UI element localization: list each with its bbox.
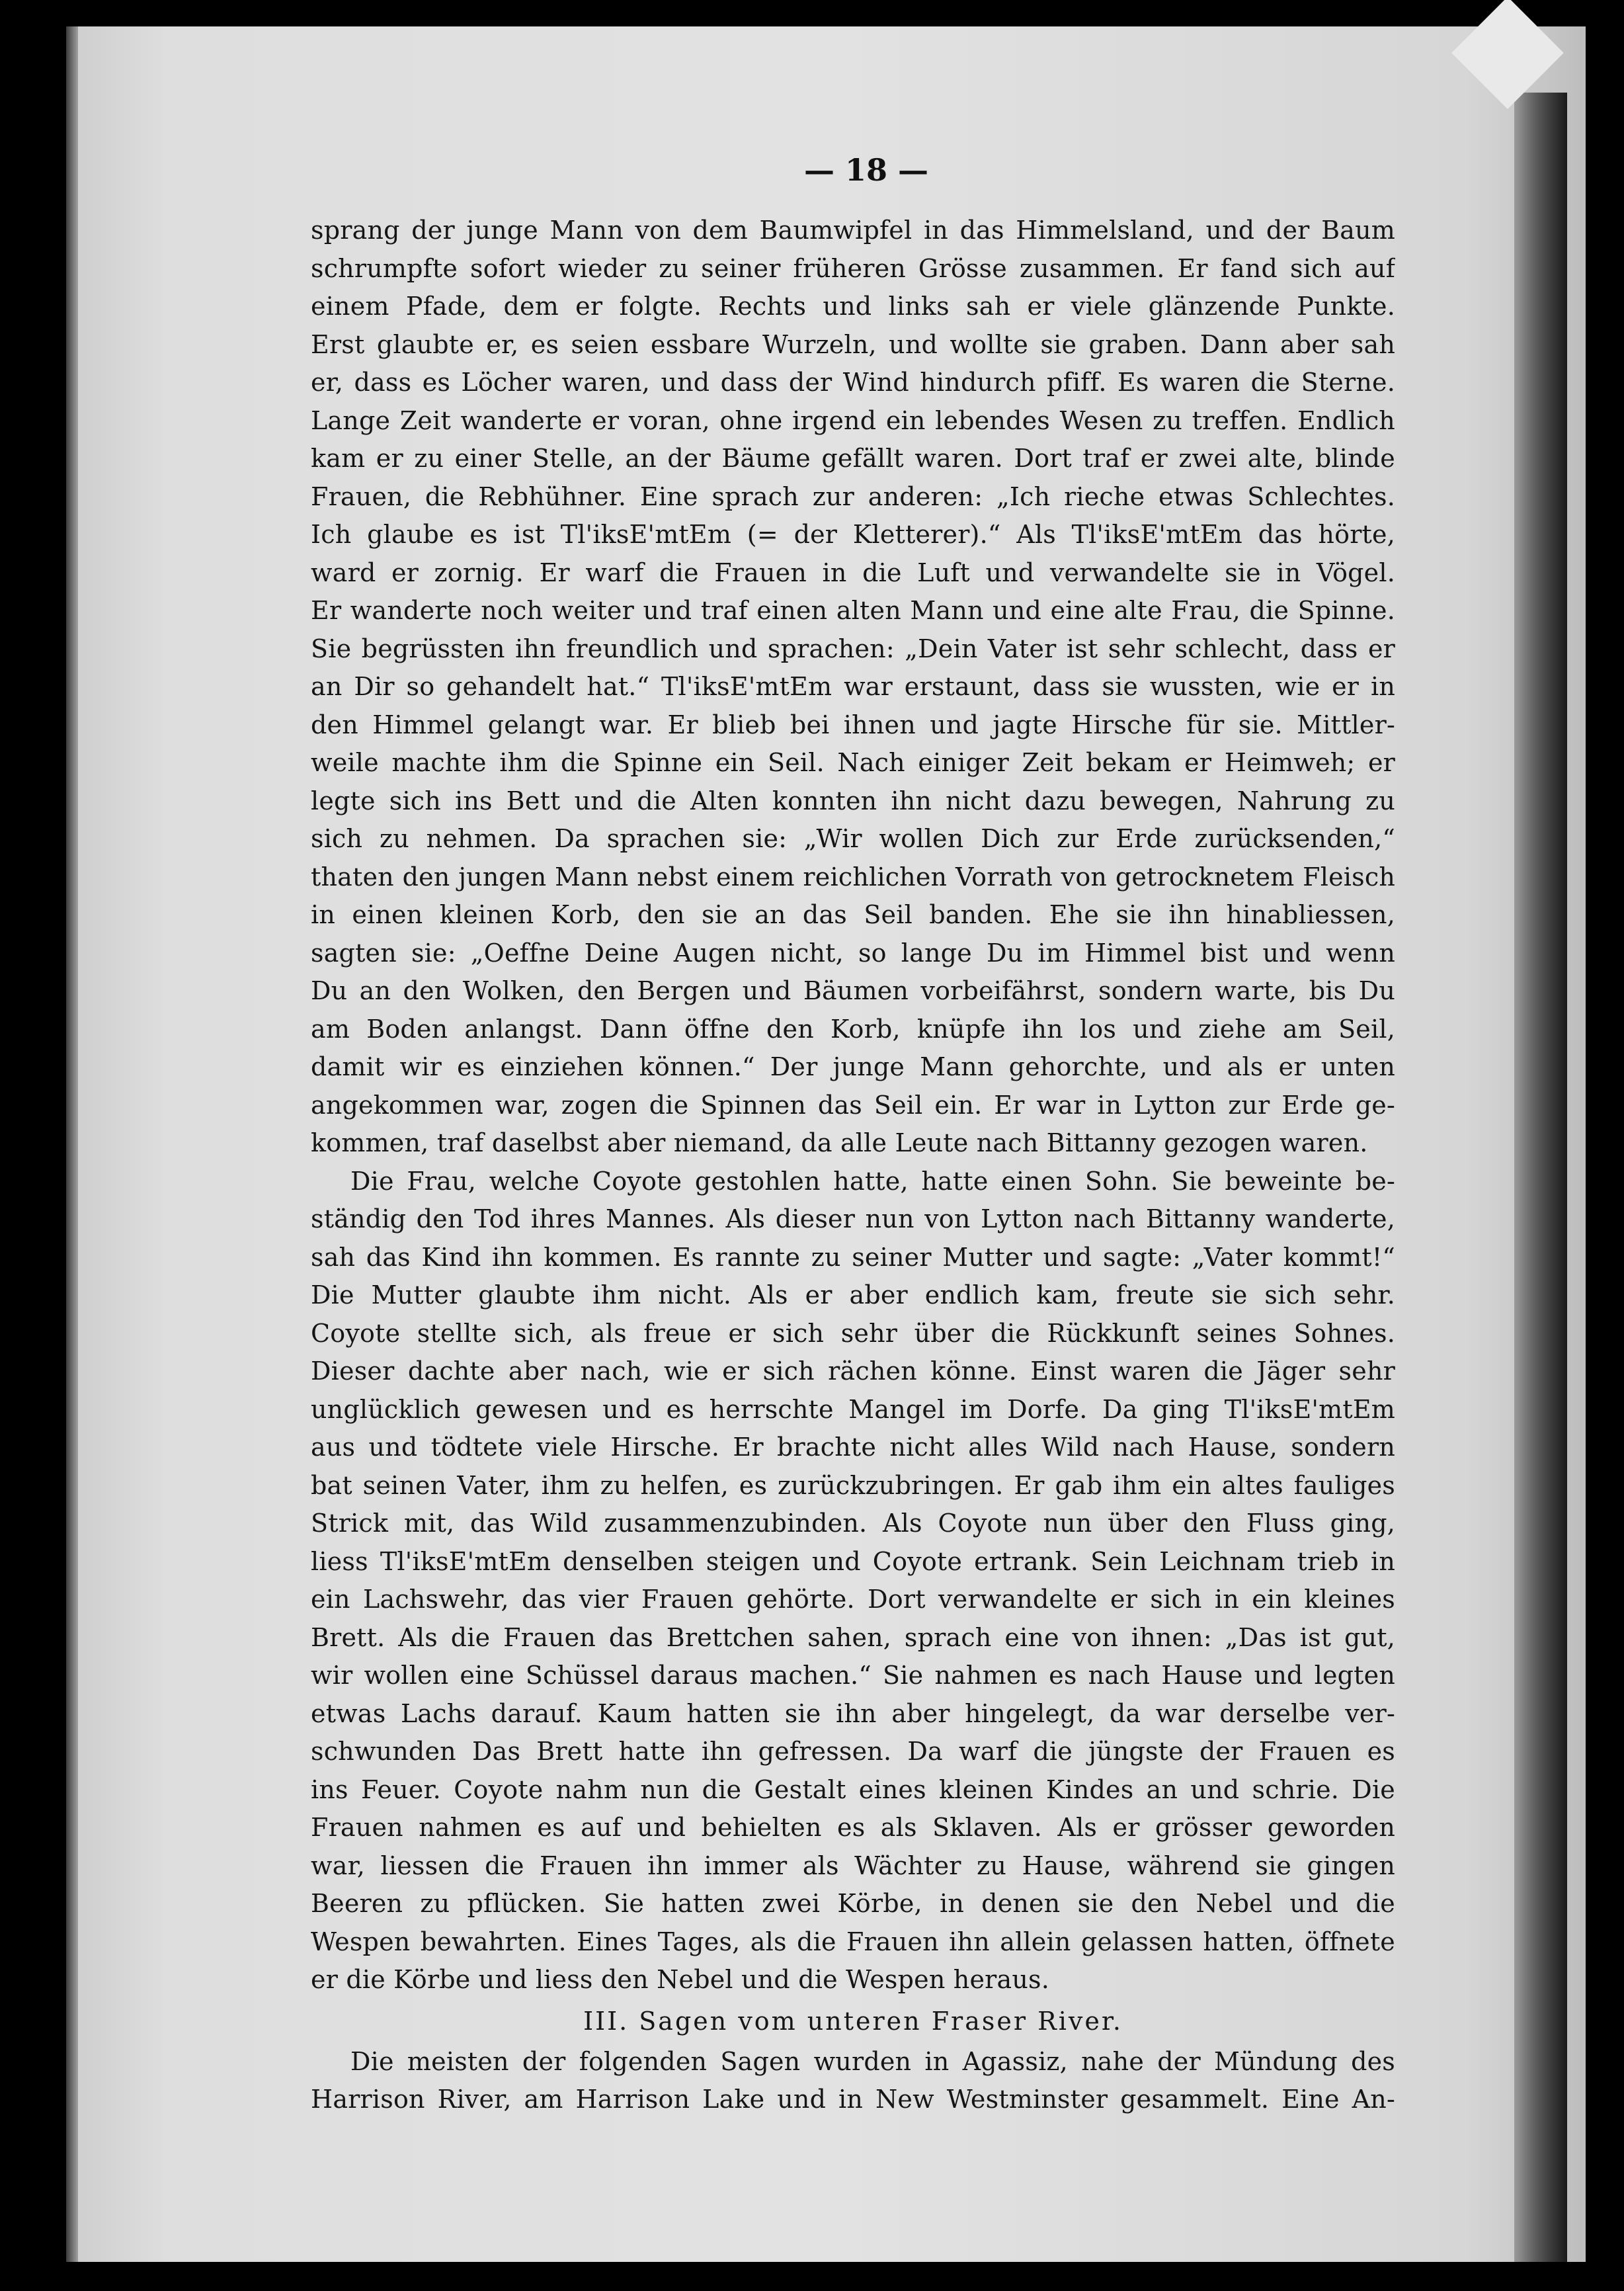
text-line: er die Körbe und liess den Nebel und die Wespen heraus. bbox=[311, 1965, 1050, 1994]
text-line: weile machte ihm die Spinne ein Seil. Nach einiger Zeit bekam er Heimweh; er bbox=[311, 748, 1395, 777]
text-line: Lange Zeit wanderte er voran, ohne irgend ein lebendes Wesen zu treffen. Endlich bbox=[311, 405, 1395, 435]
text-line: bat seinen Vater, ihm zu helfen, es zurückzubringen. Er gab ihm ein altes fauliges bbox=[311, 1470, 1395, 1500]
text-line: legte sich ins Bett und die Alten konnten ihn nicht dazu bewegen, Nahrung zu bbox=[311, 786, 1395, 815]
text-line: angekommen war, zogen die Spinnen das Seil ein. Er war in Lytton zur Erde ge- bbox=[311, 1090, 1395, 1120]
text-line: aus und tödtete viele Hirsche. Er brachte nicht alles Wild nach Hause, sondern bbox=[311, 1433, 1395, 1462]
text-line: Frauen, die Rebhühner. Eine sprach zur anderen: „Ich rieche etwas Schlechtes. bbox=[311, 481, 1395, 511]
text-line: schrumpfte sofort wieder zu seiner früheren Grösse zusammen. Er fand sich auf bbox=[311, 253, 1395, 283]
text-line: Dieser dachte aber nach, wie er sich rächen könne. Einst waren die Jäger sehr bbox=[311, 1356, 1395, 1386]
page-number: — 18 — bbox=[803, 152, 929, 188]
text-line: Wespen bewahrten. Eines Tages, als die Frauen ihn allein gelassen hatten, öffnete bbox=[311, 1927, 1395, 1956]
section-heading: III. Sagen vom unteren Fraser River. bbox=[583, 2006, 1123, 2036]
text-line: Die Frau, welche Coyote gestohlen hatte, hatte einen Sohn. Sie beweinte be- bbox=[350, 1166, 1395, 1196]
text-line: Ich glaube es ist Tl'iksE'mtEm (= der Kletterer).“ Als Tl'iksE'mtEm das hörte, bbox=[311, 520, 1395, 549]
text-line: ward er zornig. Er warf die Frauen in die Luft und verwandelte sie in Vögel. bbox=[311, 558, 1395, 587]
text-line: Brett. Als die Frauen das Brettchen sahen, sprach eine von ihnen: „Das ist gut, bbox=[311, 1622, 1395, 1652]
text-line: sich zu nehmen. Da sprachen sie: „Wir wollen Dich zur Erde zurücksenden,“ bbox=[311, 824, 1395, 853]
text-line: am Boden anlangst. Dann öffne den Korb, knüpfe ihn los und ziehe am Seil, bbox=[311, 1014, 1395, 1044]
text-line: kam er zu einer Stelle, an der Bäume gefällt waren. Dort traf er zwei alte, blinde bbox=[311, 444, 1395, 473]
text-line: Strick mit, das Wild zusammenzubinden. Als Coyote nun über den Fluss ging, bbox=[311, 1509, 1395, 1538]
text-line: er, dass es Löcher waren, und dass der Wind hindurch pfiff. Es waren die Sterne. bbox=[311, 368, 1395, 397]
text-line: an Dir so gehandelt hat.“ Tl'iksE'mtEm war erstaunt, dass sie wussten, wie er in bbox=[311, 672, 1395, 701]
text-line: Sie begrüssten ihn freundlich und sprachen: „Dein Vater ist sehr schlecht, dass er bbox=[311, 634, 1395, 663]
text-line: Erst glaubte er, es seien essbare Wurzeln, und wollte sie graben. Dann aber sah bbox=[311, 329, 1395, 359]
text-line: Die meisten der folgenden Sagen wurden in Agassiz, nahe der Mündung des bbox=[350, 2046, 1395, 2076]
text-line: ins Feuer. Coyote nahm nun die Gestalt eines kleinen Kindes an und schrie. Die bbox=[311, 1774, 1395, 1804]
text-line: ein Lachswehr, das vier Frauen gehörte. Dort verwandelte er sich in ein kleines bbox=[311, 1585, 1395, 1614]
text-line: ständig den Tod ihres Mannes. Als dieser nun von Lytton nach Bittanny wanderte, bbox=[311, 1204, 1395, 1233]
text-line: Frauen nahmen es auf und behielten es als Sklaven. Als er grösser geworden bbox=[311, 1813, 1395, 1842]
section-paragraph bbox=[311, 2043, 1395, 2119]
text-line: in einen kleinen Korb, den sie an das Seil banden. Ehe sie ihn hinabliessen, bbox=[311, 900, 1395, 929]
text-line: sah das Kind ihn kommen. Es rannte zu seiner Mutter und sagte: „Vater kommt!“ bbox=[311, 1242, 1395, 1272]
text-line: etwas Lachs darauf. Kaum hatten sie ihn aber hingelegt, da war derselbe ver- bbox=[311, 1698, 1395, 1728]
text-line: Er wanderte noch weiter und traf einen alten Mann und eine alte Frau, die Spinne. bbox=[311, 596, 1395, 625]
text-line: unglücklich gewesen und es herrschte Mangel im Dorfe. Da ging Tl'iksE'mtEm bbox=[311, 1394, 1395, 1424]
text-line: Coyote stellte sich, als freue er sich sehr über die Rückkunft seines Sohnes. bbox=[311, 1318, 1395, 1348]
text-line: sagten sie: „Oeffne Deine Augen nicht, so lange Du im Himmel bist und wenn bbox=[311, 938, 1395, 968]
text-line: damit wir es einziehen können.“ Der junge Mann gehorchte, und als er unten bbox=[311, 1052, 1395, 1081]
book-binding bbox=[1514, 93, 1567, 2262]
text-line: Du an den Wolken, den Bergen und Bäumen vorbeifährst, sondern warte, bis Du bbox=[311, 976, 1395, 1005]
text-line: Harrison River, am Harrison Lake und in New Westminster gesammelt. Eine An- bbox=[311, 2085, 1395, 2114]
text-line: sprang der junge Mann von dem Baumwipfel in das Himmelsland, und der Baum bbox=[311, 216, 1395, 245]
text-line: einem Pfade, dem er folgte. Rechts und links sah er viele glänzende Punkte. bbox=[311, 292, 1395, 321]
text-line: Beeren zu pflücken. Sie hatten zwei Körbe, in denen sie den Nebel und die bbox=[311, 1889, 1395, 1918]
text-line: liess Tl'iksE'mtEm denselben steigen und Coyote ertrank. Sein Leichnam trieb in bbox=[311, 1546, 1395, 1576]
body-text bbox=[311, 212, 1395, 2119]
text-line: Die Mutter glaubte ihm nicht. Als er aber endlich kam, freute sie sich sehr. bbox=[311, 1280, 1395, 1310]
paragraphs bbox=[311, 212, 1395, 1999]
text-line: thaten den jungen Mann nebst einem reichlichen Vorrath von getrocknetem Fleisch bbox=[311, 862, 1395, 892]
text-line: den Himmel gelangt war. Er blieb bei ihnen und jagte Hirsche für sie. Mittler- bbox=[311, 710, 1395, 739]
text-line: war, liessen die Frauen ihn immer als Wächter zu Hause, während sie gingen bbox=[311, 1851, 1395, 1880]
text-line: schwunden Das Brett hatte ihn gefressen. Da warf die jüngste der Frauen es bbox=[311, 1737, 1395, 1766]
text-line: wir wollen eine Schüssel daraus machen.“ Sie nahmen es nach Hause und legten bbox=[311, 1661, 1395, 1690]
text-line: kommen, traf daselbst aber niemand, da alle Leute nach Bittanny gezogen waren. bbox=[311, 1128, 1368, 1157]
